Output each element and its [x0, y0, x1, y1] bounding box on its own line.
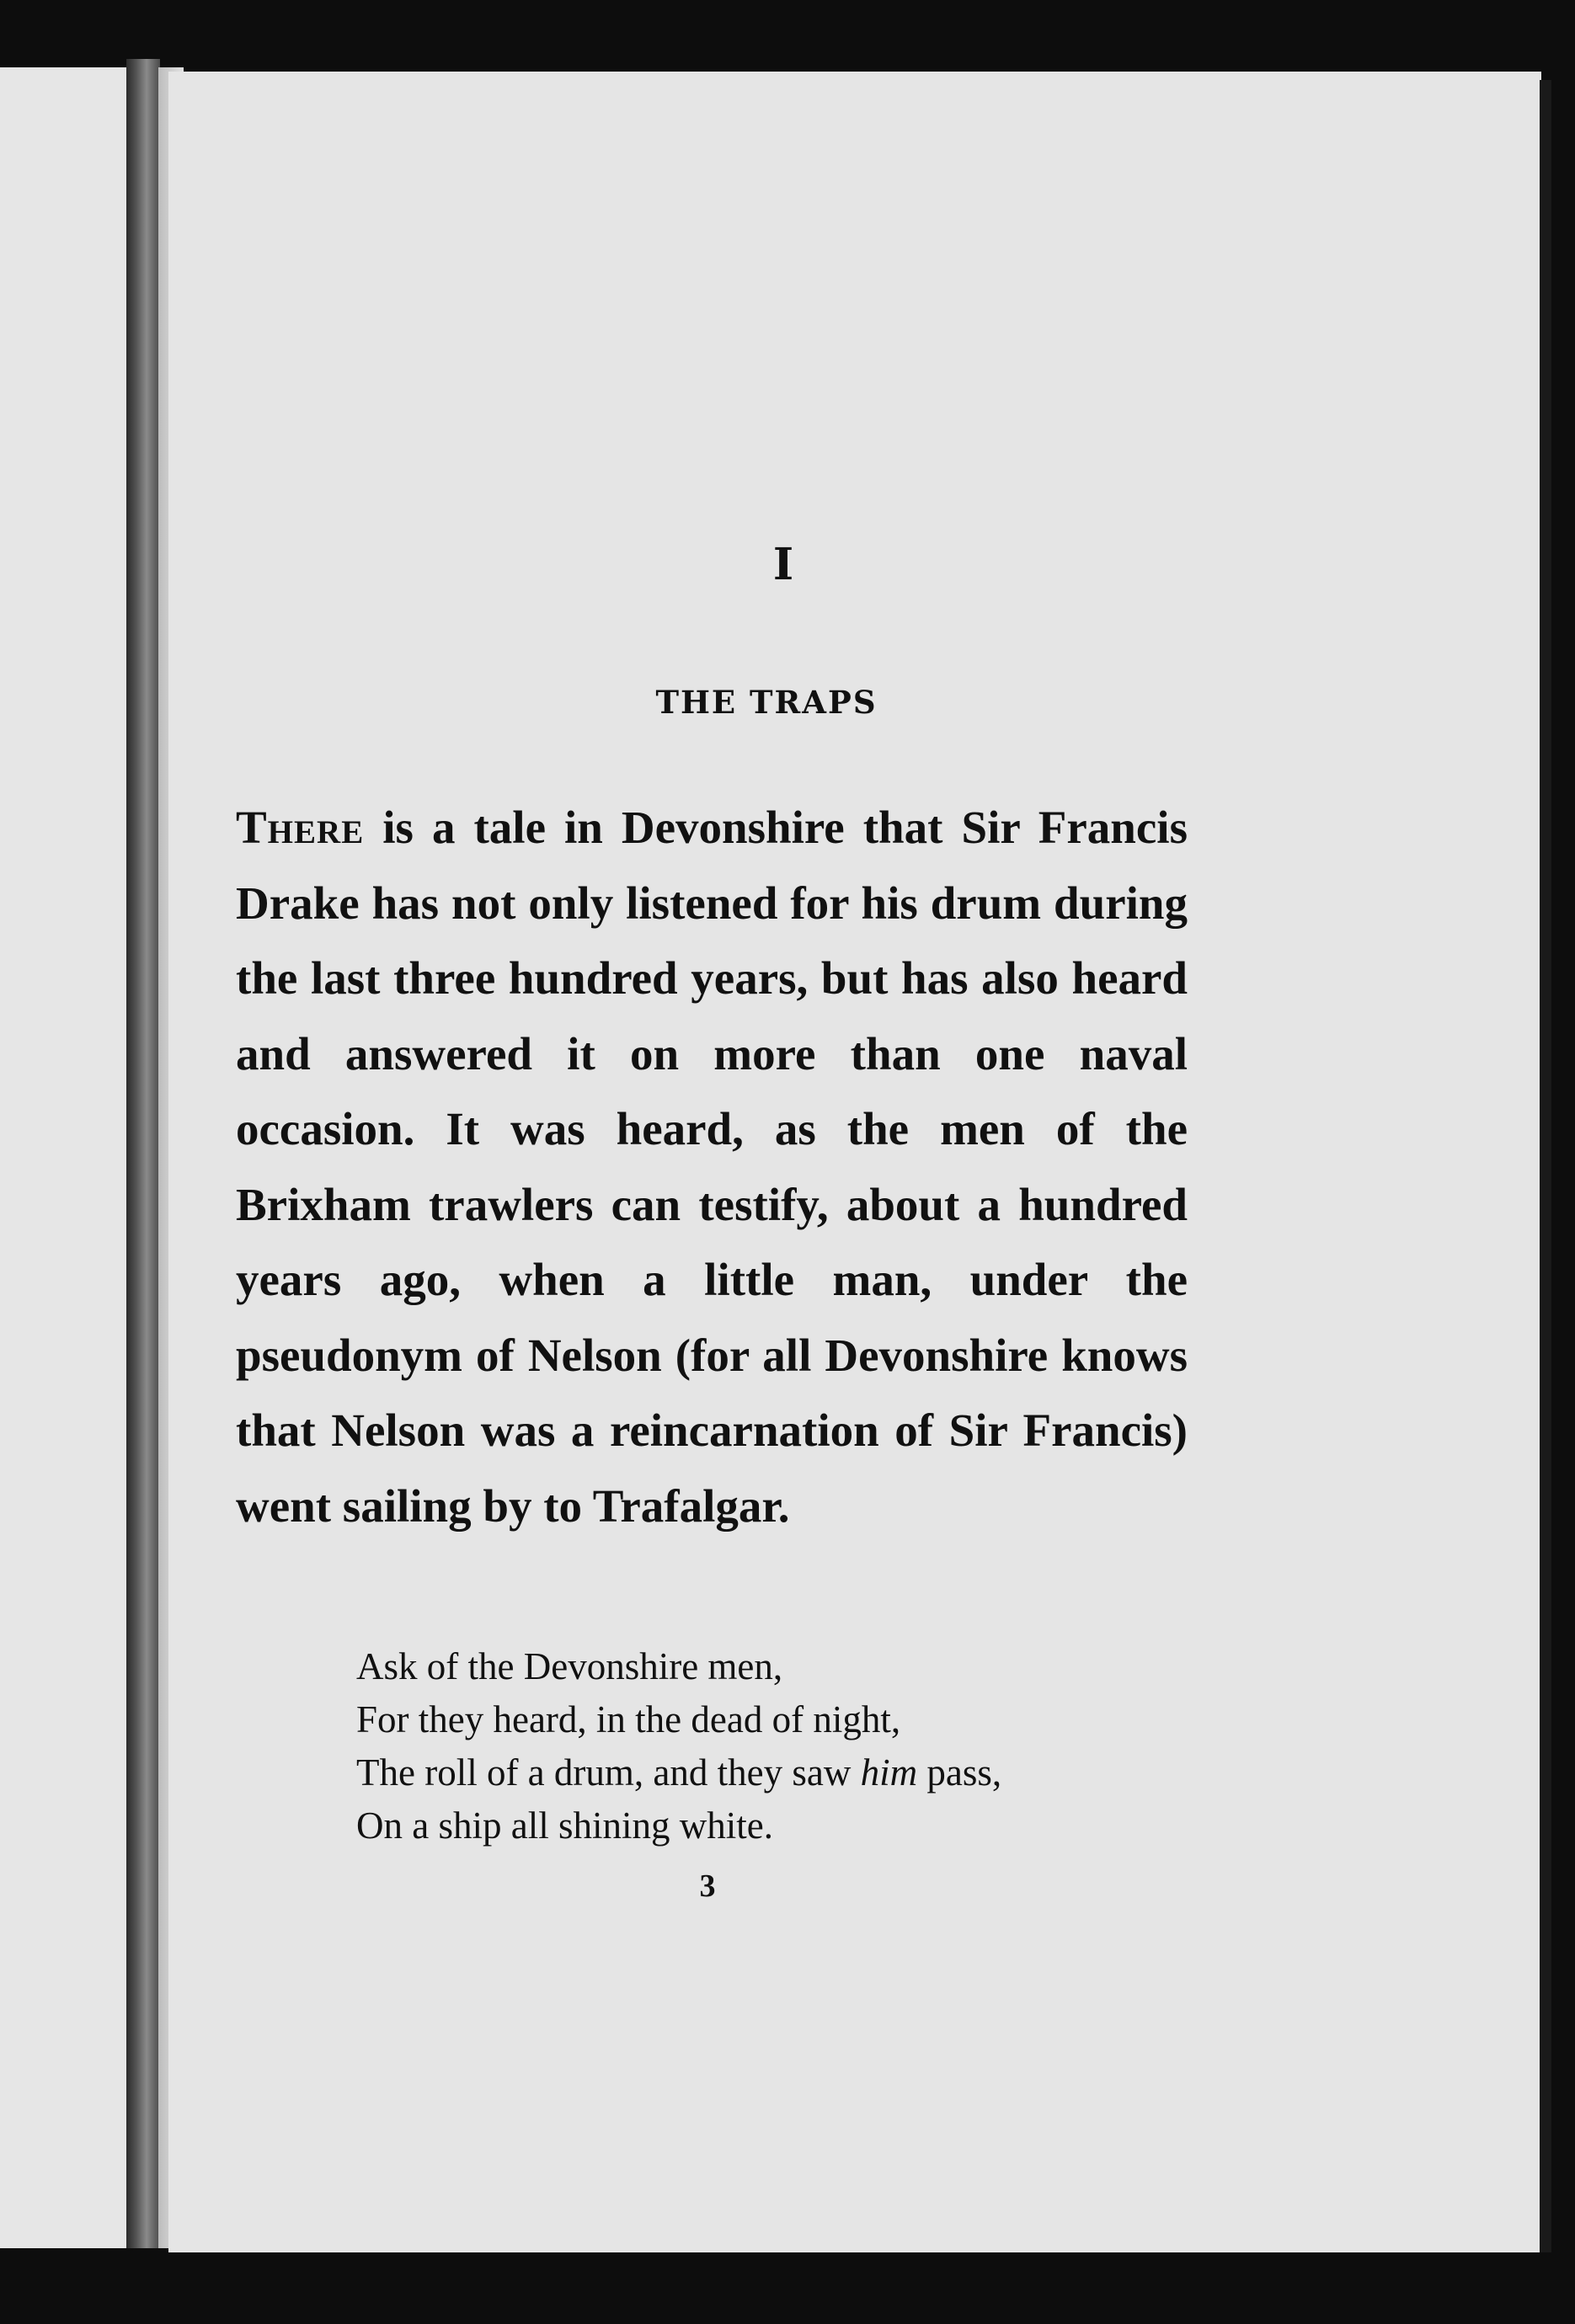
verse-quotation — [356, 1640, 1001, 1852]
verse-line: For they heard, in the dead of night, — [356, 1698, 901, 1740]
body-paragraph — [236, 790, 1188, 1543]
verse-line: On a ship all shining white. — [356, 1804, 773, 1847]
verse-emphasis: him — [860, 1751, 918, 1794]
lead-word: There — [236, 802, 365, 853]
verse-line — [356, 1746, 1001, 1799]
paragraph-text: is a tale in Devonshire that Sir Francis Drake has not only listened for his drum during the last three hundred years, but has also heard and answered it on more than one naval occasion. It was heard, as the men of the Brixham trawlers can testify, about a hundred years ago, when a little man, under the pseudonym of Nelson (for all Devonshire knows that Nelson was a reincarnation of Sir Francis) went sailing by to Trafalgar. — [236, 802, 1188, 1532]
chapter-number: I — [772, 539, 794, 590]
page-number: 3 — [699, 1868, 716, 1904]
book-gutter — [126, 59, 160, 2248]
chapter-title: THE TRAPS — [655, 684, 878, 721]
left-page-edge — [0, 67, 126, 2248]
verse-text: The roll of a drum, and they saw — [356, 1751, 861, 1794]
verse-text: pass, — [917, 1751, 1002, 1794]
verse-line: Ask of the Devonshire men, — [356, 1645, 783, 1687]
page-right-edge — [1540, 80, 1551, 2252]
